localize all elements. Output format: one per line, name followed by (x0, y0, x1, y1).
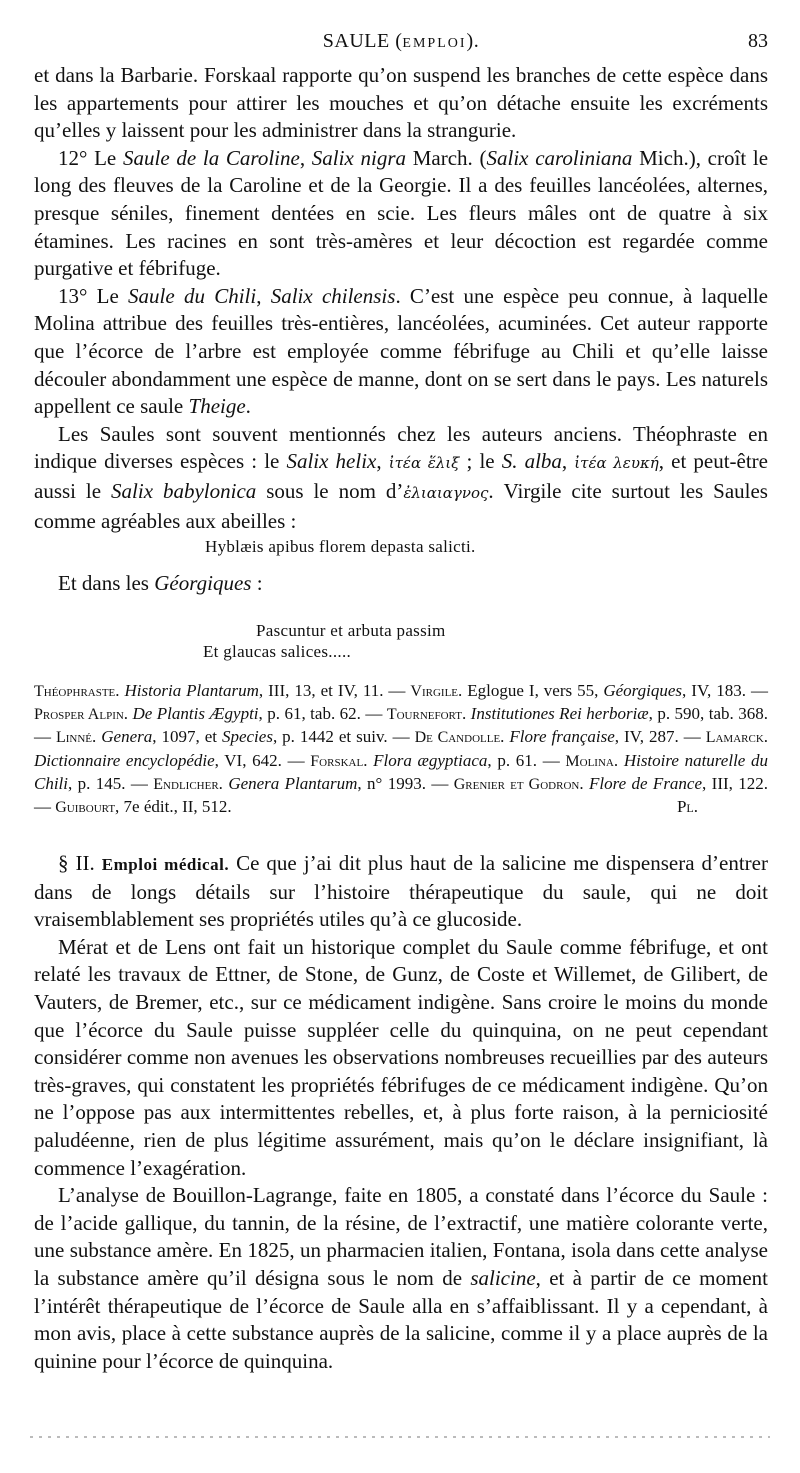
section-emploi-medical (34, 850, 768, 1375)
paragraph-barbarie: et dans la Barbarie. Forskaal rapporte qu’on suspend les branches de cette espèce dans les appartements pour attirer les mouches et qu’on détache ensuite les excréments qu’elles y laissent pour les administrer dans la strangurie. (34, 63, 768, 143)
section-species (34, 62, 768, 535)
paragraph-georgiques: Et dans les Géorgiques : (58, 571, 263, 595)
signature: Pl. (676, 797, 698, 817)
quote-georgiques-line-1: Pascuntur et arbuta passim (256, 621, 446, 640)
scan-artifact-line (30, 1436, 770, 1438)
page-number: 83 (748, 30, 768, 52)
paragraph-saule-caroline: 12° Le Saule de la Caroline, Salix nigra March. (Salix caroliniana Mich.), croît le long des fleuves de la Caroline et de la Georgie. Il a des feuilles lancéolées, alternes, presque séniles, finement dentées en scie. Les fleurs mâles ont de quatre à six étamines. Les racines en sont très-amères et leur décoction est regardée comme purgative et fébrifuge. (34, 145, 769, 281)
paragraph-analyse: L’analyse de Bouillon-Lagrange, faite en 1805, a constaté dans l’écorce du Saule : de l’acide gallique, du tannin, de la résine, de l’extractif, une matière colorante verte, une substance amère. En 1825, un pharmacien italien, Fontana, isola dans cette analyse la substance amère qu’il désigna sous le nom de salicine, et à partir de ce moment l’intérêt thérapeutique de l’écorce de Saule alla en s’affaiblissant. Il y a cependant, à mon avis, place à cette substance auprès de la salicine, comme il y a place auprès de la quinine pour l’écorce de quinquina. (34, 1183, 768, 1373)
quote-georgiques-line-2: Et glaucas salices..... (203, 642, 352, 661)
references-block: Théophraste. Historia Plantarum, III, 13, et IV, 11. — Virgile. Eglogue I, vers 55, Géorgiques, IV, 183. — Prosper Alpin. De Plantis Ægypti, p. 61, tab. 62. — Tournefort. Institutiones Rei herboriæ, p. 590, tab. 368. — Linné. Genera, 1097, et Species, p. 1442 et suiv. — De Candolle. Flore française, IV, 287. — Lamarck. Dictionnaire encyclopédie, VI, 642. — Forskal. Flora ægyptiaca, p. 61. — Molina. Histoire naturelle du Chili, p. 145. — Endlicher. Genera Plantarum, n° 1993. — Grenier et Godron. Flore de France, III, 122. — Guibourt, 7e édit., II, 512. Pl. (34, 680, 768, 819)
quote-virgile: Hyblæis apibus florem depasta salicti. (205, 537, 476, 556)
running-head (34, 28, 768, 54)
section-heading: Emploi médical. (101, 855, 230, 874)
paragraph-auteurs-anciens: Les Saules sont souvent mentionnés chez les auteurs anciens. Théophraste en indique diverses espèces : le Salix helix, ἰτέα ἕλιξ ; le S. alba, ἰτέα λευκή, et peut-être aussi le Salix babylonica sous le nom d’ἐλιαιαγνος. Virgile cite surtout les Saules comme agréables aux abeilles : (34, 421, 768, 533)
paragraph-merat-lens: Mérat et de Lens ont fait un historique complet du Saule comme fébrifuge, et ont relaté les travaux de Ettner, de Stone, de Gunz, de Coste et Willemet, de Gilibert, de Vauters, de Bremer, etc., sur ce médicament indigène. Sans croire le moins du monde que l’écorce du Saule puisse suppléer celle du quinquina, on ne peut cependant considérer comme non avenues les observations nombreuses recueillies par des auteurs très-graves, qui constatent les propriétés fébrifuges de ce médicament indigène. Qu’on ne l’oppose pas aux intermittentes rebelles, et, à plus forte raison, à la perniciosité paludéenne, rien de plus légitime assurément, mais qu’on le déclare insignifiant, là commence l’exagération. (34, 934, 768, 1180)
paragraph-emploi-intro: § II. Emploi médical. Ce que j’ai dit plus haut de la salicine me dispensera d’entrer dans de longs détails sur l’histoire thérapeutique du saule, qui ne doit vraisemblablement ses propriétés utiles qu’à ce glucoside. (34, 851, 768, 932)
section-mark: § II. (58, 851, 102, 875)
paragraph-saule-chili: 13° Le Saule du Chili, Salix chilensis. C’est une espèce peu connue, à laquelle Molina attribue des feuilles très-entières, lancéolées, acuminées. Cet auteur rapporte que l’écorce de l’arbre est employée comme fébrifuge au Chili et qu’elle laisse découler abondamment une espèce de manne, dont on se sert dans le pays. Les naturels appellent ce saule Theige. (34, 283, 769, 419)
running-title: SAULE (EMPLOI). (322, 30, 480, 52)
